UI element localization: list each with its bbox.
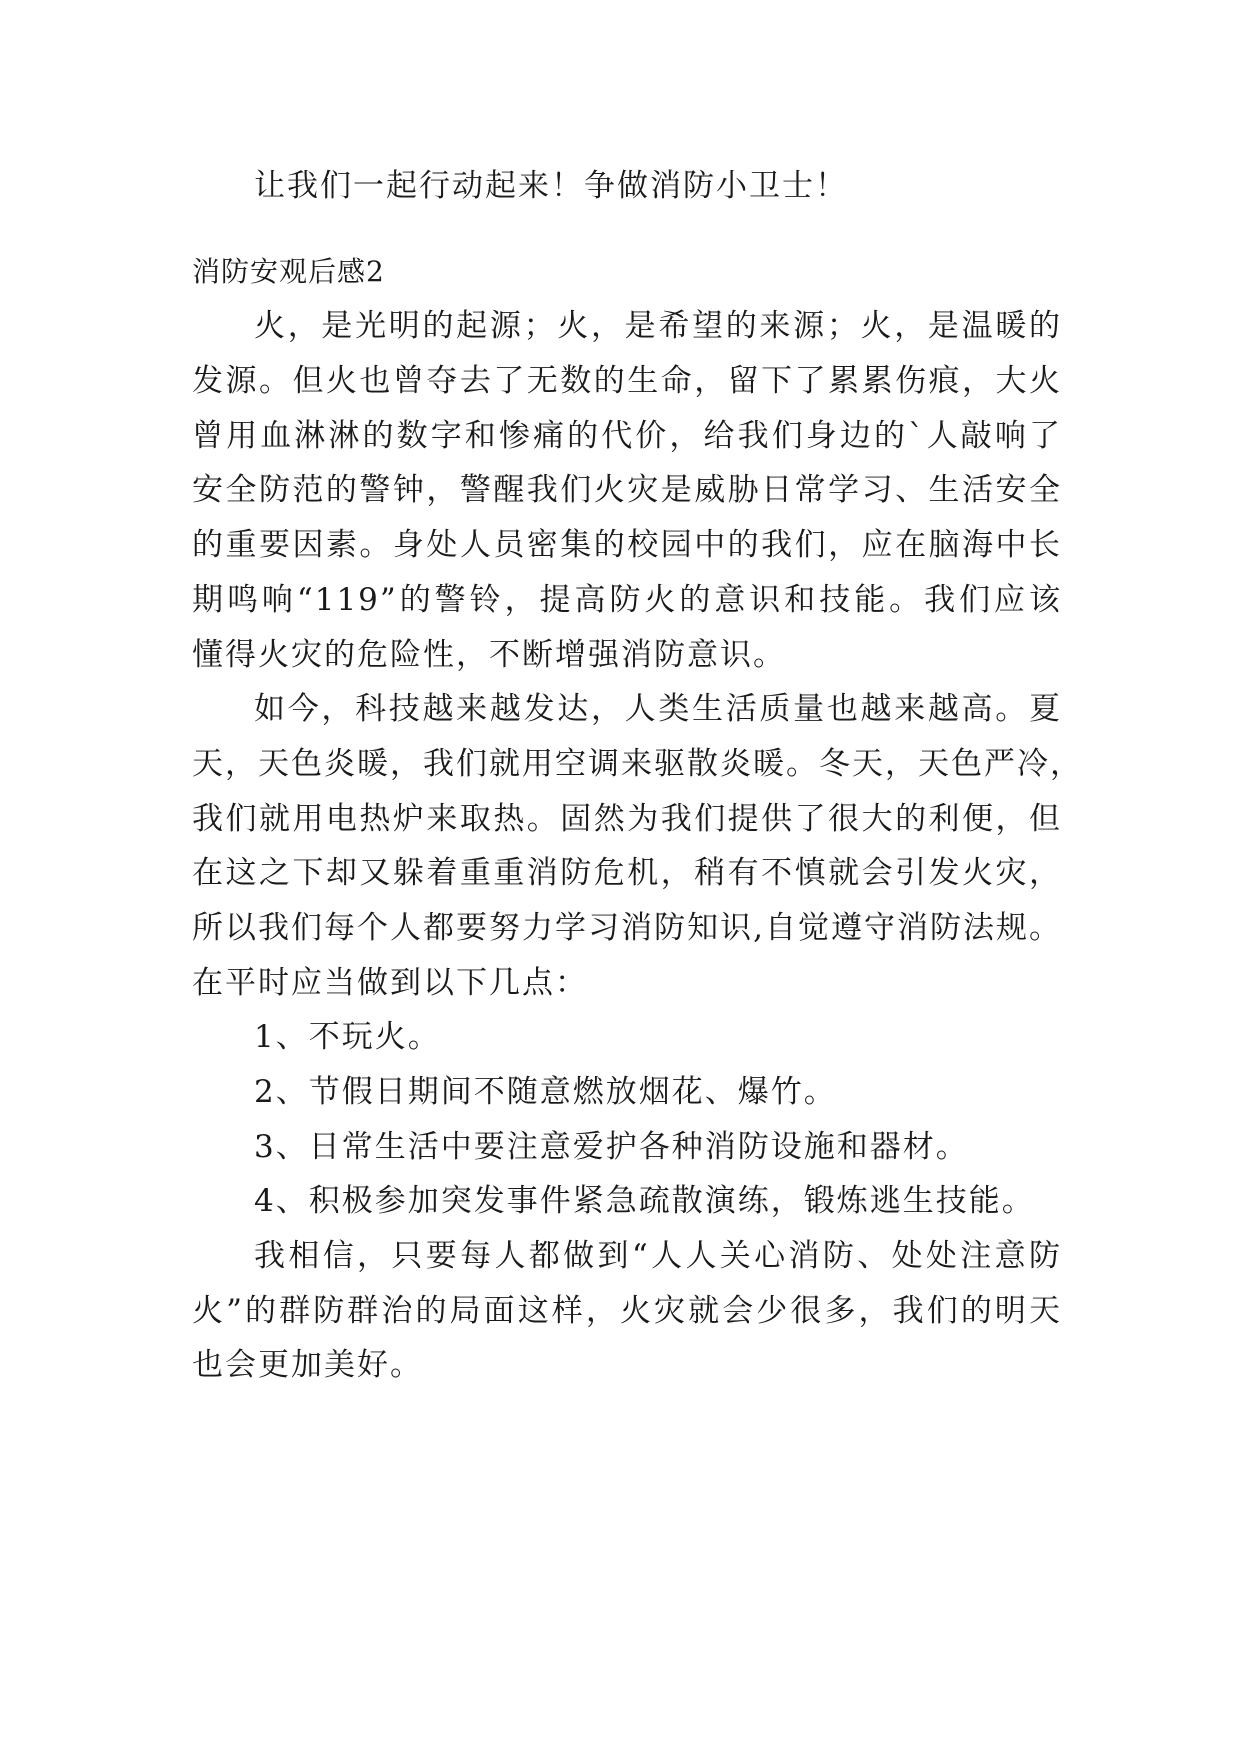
paragraph-3-line: 也会更加美好。 — [192, 1347, 423, 1383]
list-item: 3、日常生活中要注意爱护各种消防设施和器材。 — [254, 1129, 969, 1165]
paragraph-2-line: 在平时应当做到以下几点： — [192, 965, 588, 1001]
paragraph-2-line: 如今，科技越来越发达，人类生活质量也越来越高。夏 — [254, 691, 1062, 727]
paragraph-1-line: 发源。但火也曾夺去了无数的生命，留下了累累伤痕，大火 — [192, 363, 1062, 399]
list-item: 4、积极参加突发事件紧急疏散演练，锻炼逃生技能。 — [254, 1183, 1035, 1219]
section-title: 消防安观后感2 — [192, 255, 385, 288]
paragraph-1-line: 安全防范的警钟，警醒我们火灾是威胁日常学习、生活安全 — [192, 472, 1062, 508]
paragraph-1-line: 火，是光明的起源；火，是希望的来源；火，是温暖的 — [254, 308, 1062, 344]
paragraph-3-line: 火”的群防群治的局面这样，火灾就会少很多，我们的明天 — [192, 1293, 1062, 1329]
paragraph-1-line: 懂得火灾的危险性，不断增强消防意识。 — [192, 637, 786, 673]
paragraph-1-line: 曾用血淋淋的数字和惨痛的代价，给我们身边的`人敲响了 — [192, 418, 1062, 454]
paragraph-2-line: 我们就用电热炉来取热。固然为我们提供了很大的利便，但 — [192, 801, 1062, 837]
list-item: 2、节假日期间不随意燃放烟花、爆竹。 — [254, 1074, 837, 1110]
paragraph-2-line: 在这之下却又躲着重重消防危机，稍有不慎就会引发火灾， — [192, 855, 1062, 891]
paragraph-1-line: 的重要因素。身处人员密集的校园中的我们，应在脑海中长 — [192, 527, 1062, 563]
list-item: 1、不玩火。 — [254, 1019, 441, 1055]
paragraph-2-line: 所以我们每个人都要努力学习消防知识,自觉遵守消防法规。 — [192, 910, 1062, 946]
paragraph-1-line: 期鸣响“119”的警铃，提高防火的意识和技能。我们应该 — [192, 582, 1062, 618]
paragraph-3-line: 我相信，只要每人都做到“人人关心消防、处处注意防 — [254, 1238, 1062, 1274]
paragraph-2-line: 天，天色炎暖，我们就用空调来驱散炎暖。冬天，天色严冷， — [192, 746, 1083, 782]
closing-line: 让我们一起行动起来！争做消防小卫士！ — [254, 168, 848, 204]
